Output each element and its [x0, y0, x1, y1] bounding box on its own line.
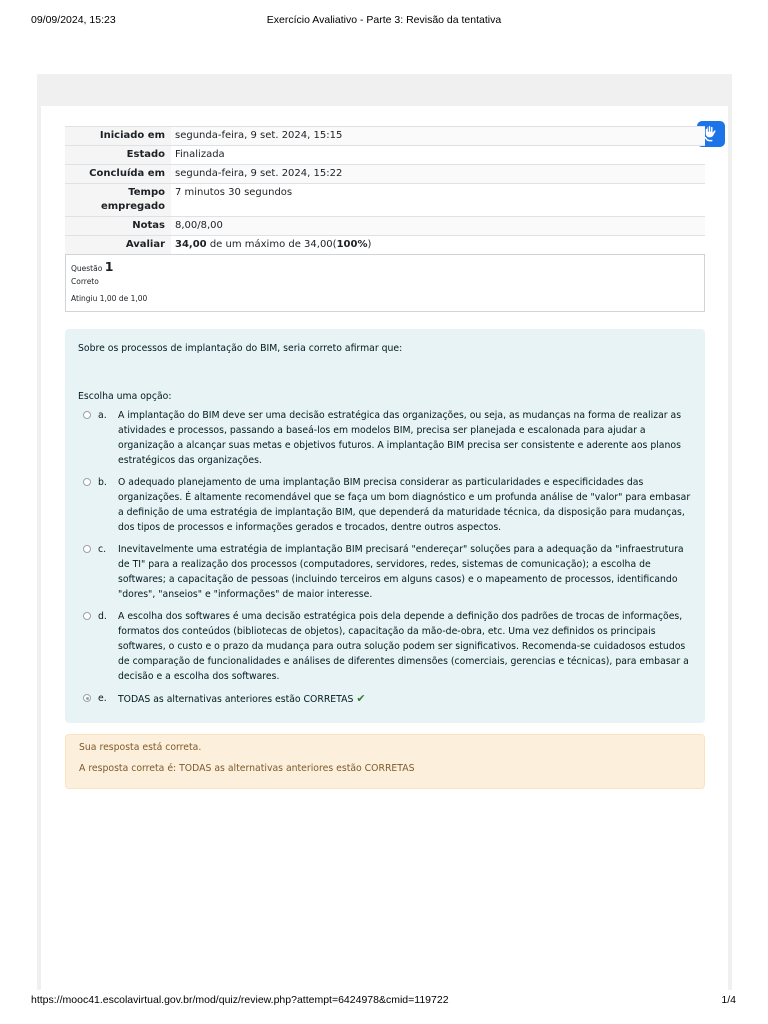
option-letter: e.	[98, 693, 107, 704]
summary-label: Concluída em	[65, 165, 171, 184]
feedback-result: Sua resposta está correta.	[79, 742, 202, 753]
grade-close-paren: )	[367, 239, 372, 250]
option-text: Inevitavelmente uma estratégia de implantação BIM precisará "endereçar" soluções para a adequação da "infraestrutura de TI" para a realização dos processos (computadores, servidores, redes, sistemas de comunicação); a escolha de softwares; a capacitação de pessoas (incluindo terceiros em alguns casos) e o mapeamento de processos, identificando "dores", "anseios" e "informações" de maior interesse.	[118, 544, 684, 600]
summary-label: Estado	[65, 146, 171, 165]
radio-button[interactable]	[83, 478, 91, 486]
option-text: TODAS as alternativas anteriores estão CORRETAS	[118, 694, 354, 705]
question-number-value: 1	[104, 259, 114, 274]
summary-value: 8,00/8,00	[171, 217, 705, 236]
attempt-summary-table	[65, 126, 705, 255]
summary-row-state	[65, 146, 705, 165]
option-letter: c.	[98, 544, 107, 555]
print-header	[0, 14, 768, 30]
question-label: Questão	[71, 264, 103, 273]
answer-feedback	[65, 734, 705, 789]
radio-button[interactable]	[83, 411, 91, 419]
print-footer	[0, 994, 768, 1010]
summary-value: Finalizada	[171, 146, 705, 165]
answer-option-c[interactable]	[83, 542, 693, 602]
answer-option-e[interactable]	[83, 691, 693, 707]
answer-options	[83, 408, 693, 714]
summary-label: Avaliar	[65, 236, 171, 255]
question-formulation	[65, 329, 705, 723]
summary-row-completed	[65, 165, 705, 184]
summary-value	[171, 236, 705, 255]
radio-button[interactable]	[83, 612, 91, 620]
radio-button[interactable]	[83, 545, 91, 553]
option-text: A implantação do BIM deve ser uma decisão estratégica das organizações, ou seja, as mudanças na forma de realizar as atividades e processos, passando a baseá-los em modelos BIM, precisa ser planejada e escalonada para ajudar a organização a alcançar suas metas e objetivos futuros. A implantação BIM precisa ser consistente e aderente aos planos estratégicos das organizações.	[118, 410, 682, 466]
option-letter: a.	[98, 410, 107, 421]
option-text: A escolha dos softwares é uma decisão estratégica pois dela depende a definição dos padrões de trocas de informações, formatos dos conteúdos (bibliotecas de objetos), capacitação da mão-de-obra, etc. Uma vez definidos os principais softwares, o custo e o prazo da mudança para outra solução podem ser significativos. Recomenda-se cuidadosos estudos de comparação de funcionalidades e análises de diferentes dimensões (comerciais, gerencias e técnicas), para embasar a decisão e a escolha dos softwares.	[118, 611, 689, 682]
print-title: Exercício Avaliativo - Parte 3: Revisão da tentativa	[266, 14, 502, 26]
answer-option-a[interactable]	[83, 408, 693, 468]
grade-max-text: de um máximo de 34,00(	[206, 239, 337, 250]
summary-value: segunda-feira, 9 set. 2024, 15:22	[171, 165, 705, 184]
summary-label: Notas	[65, 217, 171, 236]
feedback-correct-answer: A resposta correta é: TODAS as alternativas anteriores estão CORRETAS	[79, 763, 415, 774]
summary-label: Tempo empregado	[65, 184, 171, 217]
summary-label: Iniciado em	[65, 127, 171, 146]
option-text: O adequado planejamento de uma implantação BIM precisa considerar as particularidades e especificidades das organizações. É altamente recomendável que se faça um bom diagnóstico e um profunda análise de "valor" para embasar a definição de uma estratégia de implantação BIM, que dependerá da maturidade técnica, da disposição para mudanças, dos tipos de processos e informações gerados e trocados, dentre outros aspectos.	[118, 477, 691, 533]
print-page-number: 1/4	[721, 994, 736, 1006]
print-url: https://mooc41.escolavirtual.gov.br/mod/quiz/review.php?attempt=6424978&cmid=119722	[31, 994, 449, 1006]
summary-row-time-taken	[65, 184, 705, 217]
grade-value: 34,00	[175, 239, 207, 250]
question-state: Correto	[71, 277, 99, 286]
grade-percent: 100%	[336, 239, 368, 250]
check-mark-icon: ✔	[356, 692, 366, 705]
question-info-box	[65, 254, 705, 312]
question-text: Sobre os processos de implantação do BIM, seria correto afirmar que:	[78, 343, 403, 354]
summary-row-grade	[65, 236, 705, 255]
radio-button-selected[interactable]	[83, 694, 91, 702]
answer-prompt: Escolha uma opção:	[78, 391, 172, 402]
summary-row-started	[65, 127, 705, 146]
print-datetime: 09/09/2024, 15:23	[31, 14, 116, 26]
option-letter: d.	[98, 611, 107, 622]
option-text-wrap	[118, 691, 693, 707]
summary-value: segunda-feira, 9 set. 2024, 15:15	[171, 127, 705, 146]
answer-option-d[interactable]	[83, 609, 693, 684]
summary-row-marks	[65, 217, 705, 236]
option-letter: b.	[98, 477, 107, 488]
question-grade: Atingiu 1,00 de 1,00	[71, 294, 148, 303]
summary-value: 7 minutos 30 segundos	[171, 184, 705, 217]
answer-option-b[interactable]	[83, 475, 693, 535]
question-number	[71, 259, 113, 274]
